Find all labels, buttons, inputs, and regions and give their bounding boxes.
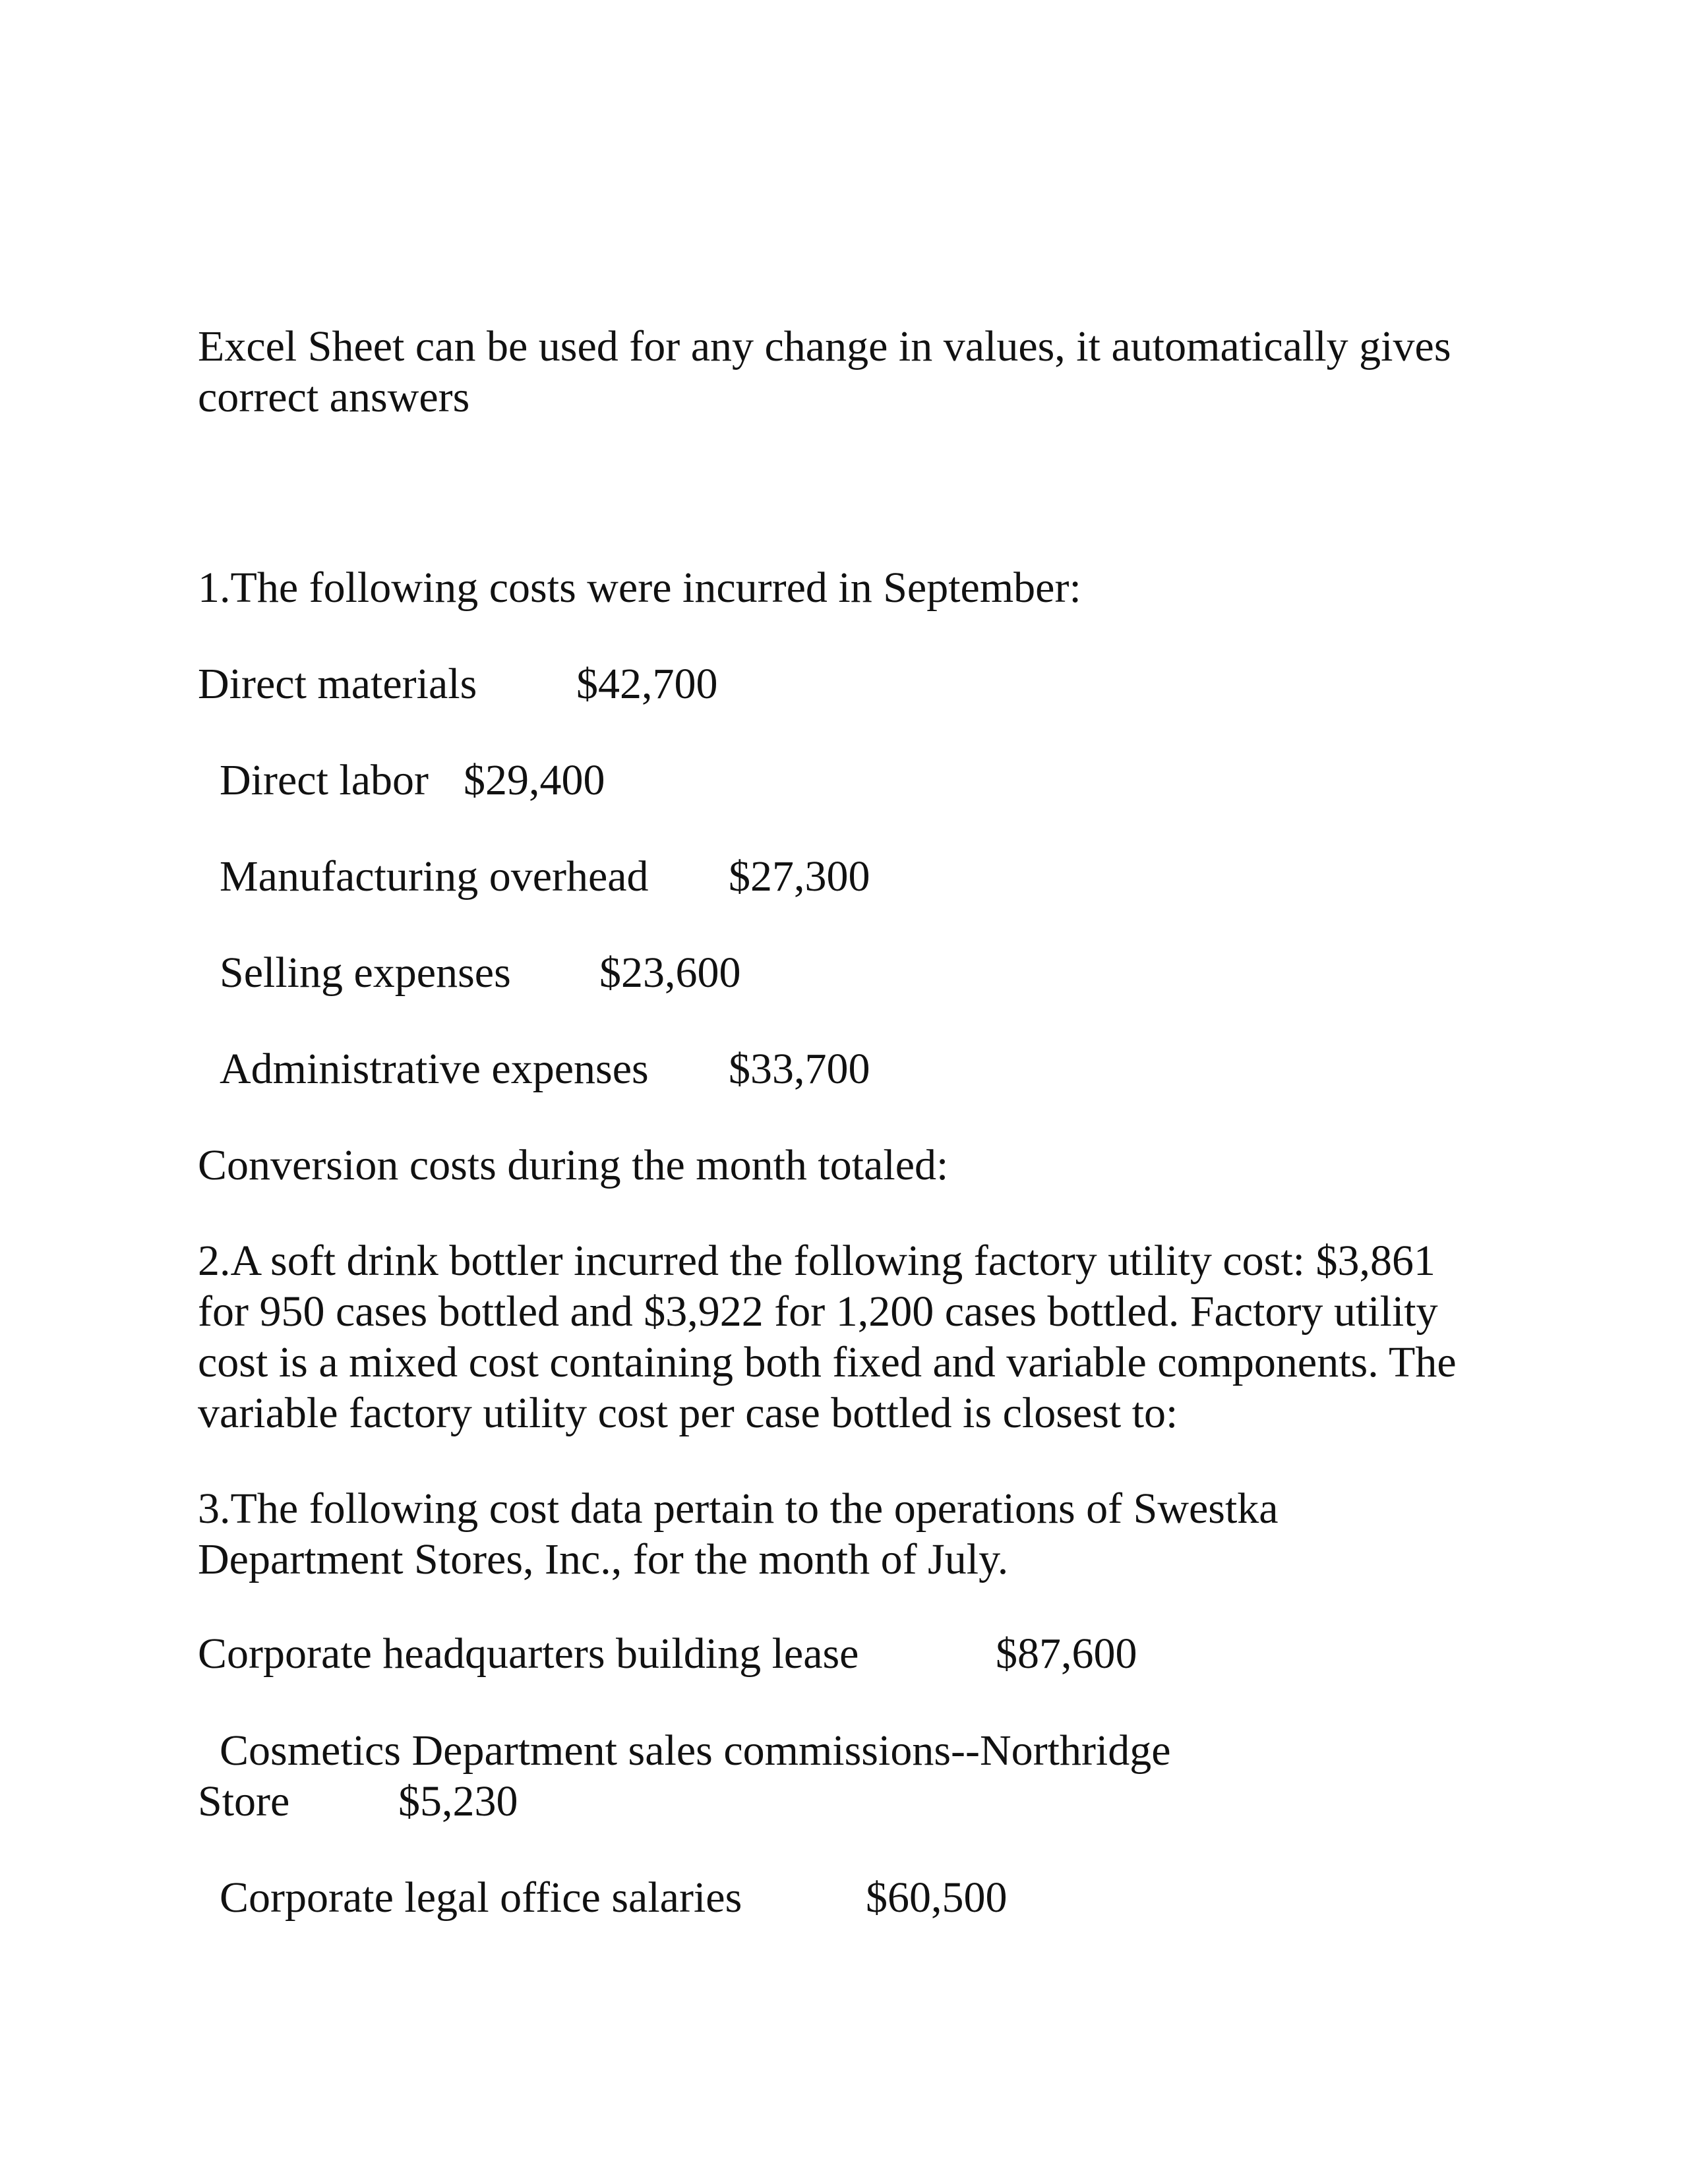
cost-amount: $60,500	[866, 1874, 1008, 1922]
question-2-line-2: for 950 cases bottled and $3,922 for 1,200 cases bottled. Factory utility	[198, 1287, 1438, 1336]
cost-amount: $29,400	[464, 756, 605, 804]
cost-label: Administrative expenses	[220, 1045, 649, 1093]
question-2-line-4: variable factory utility cost per case bottled is closest to:	[198, 1389, 1178, 1437]
cost-label: Corporate headquarters building lease	[198, 1630, 859, 1678]
cost-label: Manufacturing overhead	[220, 852, 649, 900]
cost-label: Cosmetics Department sales commissions--Northridge	[220, 1727, 1171, 1775]
intro-line-2: correct answers	[198, 373, 470, 421]
question-3-heading-line-1: 3.The following cost data pertain to the operations of Swestka	[198, 1485, 1279, 1533]
cost-label: Selling expenses	[220, 949, 511, 997]
intro-note	[198, 321, 1451, 423]
cost-amount: $87,600	[996, 1630, 1137, 1678]
cost-amount: $33,700	[729, 1045, 870, 1093]
question-2-line-3: cost is a mixed cost containing both fixed and variable components. The	[198, 1338, 1457, 1386]
cost-amount: $27,300	[729, 852, 870, 900]
question-1-heading: 1.The following costs were incurred in September:	[198, 564, 1081, 612]
question-2-text	[198, 1235, 1457, 1438]
cost-amount: $23,600	[599, 949, 741, 997]
cost-label: Direct labor	[220, 756, 429, 804]
question-1-prompt: Conversion costs during the month totaled:	[198, 1141, 949, 1189]
cost-amount: $5,230	[398, 1777, 518, 1825]
question-3-heading	[198, 1483, 1279, 1585]
question-3-heading-line-2: Department Stores, Inc., for the month of July.	[198, 1535, 1009, 1583]
cost-label-continuation: Store	[198, 1777, 290, 1825]
cost-label: Corporate legal office salaries	[220, 1874, 742, 1922]
question-2-line-1: 2.A soft drink bottler incurred the following factory utility cost: $3,861	[198, 1237, 1436, 1285]
cost-amount: $42,700	[576, 660, 718, 708]
cost-label: Direct materials	[198, 660, 477, 708]
intro-line-1: Excel Sheet can be used for any change in values, it automatically gives	[198, 322, 1451, 370]
